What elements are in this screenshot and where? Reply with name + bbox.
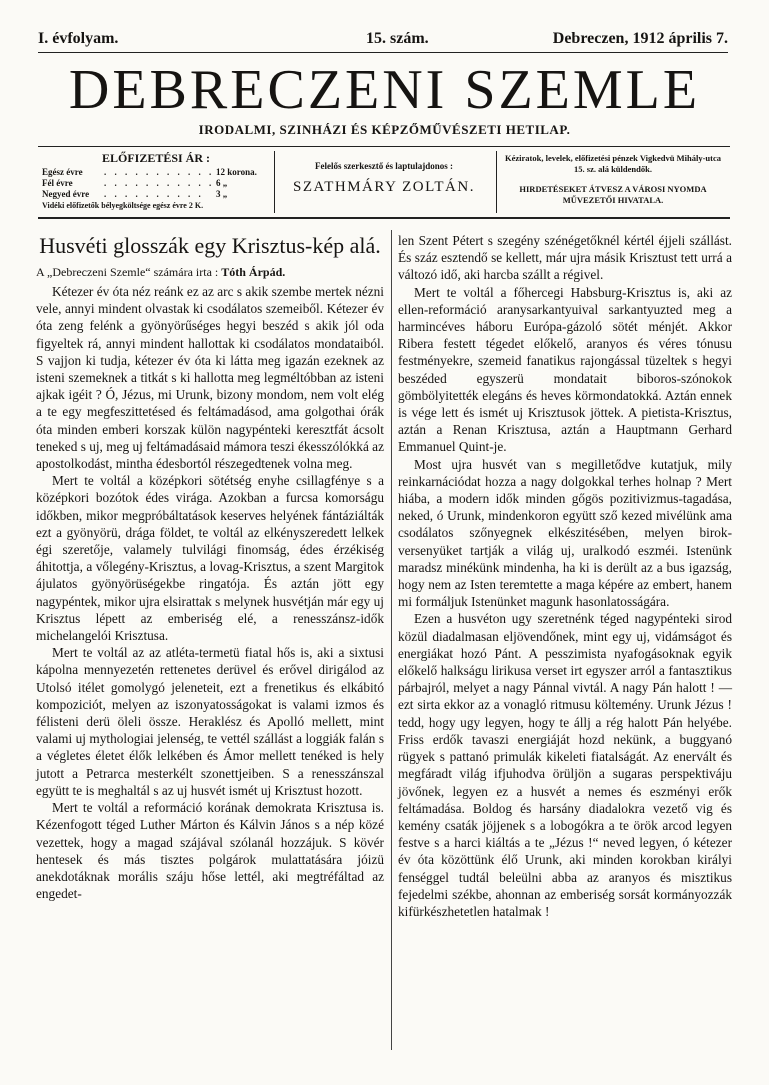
editor-label: Felelős szerkesztő és laptulajdonos : <box>315 161 453 171</box>
box-divider <box>496 151 497 213</box>
box-divider <box>274 151 275 213</box>
contact-block <box>500 153 726 205</box>
postage-note: Vidéki előfizetők bélyegköltsége egész évre 2 K. <box>42 201 204 210</box>
article-title: Husvéti glosszák egy Krisztus-kép alá. <box>39 233 381 258</box>
paragraph: Kétezer év óta néz reánk ez az arc s akik szembe mertek nézni vele, annyi mindent olvastak ki csodálatos szemeiből. Kétezer év óta zeng felénk a gyönyörűséges hegyi beszéd s akik jól oda figyeltek rá, annyi mindent hallottak ki csodálatos mondataiból. S vajjon ki tudja, kétezer év óta ki látta meg igazán ezeknek az isteni szemeknek a titkát s ki hallotta meg legméltóbban az isteni ajkak igéit ? Ó, Jézus, mi Urunk, bizony mondom, nem volt elég a te egy megfeszittetésed és feltámadásod, ama golgothai órák óta minden emberi korszak külön nagypénteki keresztfát ácsolt teneked s uj, meg uj feltámadásaid mámora teszi ékesszólókká az apostolkodást, mintha édesbortól részegedtenek volna meg. <box>36 284 384 472</box>
paragraph: Mert te voltál a középkori sötétség enyhe csillagfénye s a középkori bozótok édes virága. Azokban a furcsa komorságu időkben, mikor megpróbáltatások keserves helyének fántáziálták ezt a gyönyörü, drága földet, te voltál az elkényszeredett lelkek égi szeretője, valamely tulvilági finomság, édes érzékiség áhitottja, a vőlegény-Krisztus, a lovag-Krisztus, a szent Margitok ájulatos gyönyörüségekbe ringatója. És aztán jött egy nagypéntek, mikor ujra elsirattak s melynek husvétján már egy uj Krisztus lépett az emberiség elé, a renesszánsz-idők michelangelói Krisztusa. <box>36 473 384 644</box>
editor-block <box>278 161 490 196</box>
article-column-left <box>36 230 384 902</box>
manuscript-address: Kéziratok, levelek, előfizetési pénzek Vigkedvü Mihály-utca 15. sz. alá küldendők. <box>504 153 721 174</box>
price-row: Egész évre . . . . . . . . . . . 12 korona. <box>42 167 257 177</box>
advertising-note: HIRDETÉSEKET ÁTVESZ A VÁROSI NYOMDA MŰVEZETŐI HIVATALA. <box>519 184 707 205</box>
volume-label: I. évfolyam. <box>38 30 119 47</box>
issue-info-line <box>38 30 728 53</box>
paragraph: Mert te voltál a reformáció korának demokrata Krisztusa is. Kézenfogott téged Luther Márton és Kálvin János s a nép közé vezettek, hogy a magad szájával szólanál hozzájuk. S kövér hentesek és más tisztes polgárok mulattatására jóizü anekdotáknak morális száju hőse lettél, aki megtréfáltad az engedet- <box>36 800 384 902</box>
paragraph: Ezen a husvéton ugy szeretnénk téged nagypénteki sirod közül diadalmasan eljövendőnek, mint egy uj, vidámságot és energiákat hozó Pánt. A pesszimista nyafogásoknak egyik előkelő halkságu lirikusa verset irt egyszer arról a fantasztikus párbajról, melyet a nagy Pánnal vivtál. A nagy Pán halott ! — ezt sirta ekkor az a vonagló ritmusu költemény. Urunk Jézus ! tedd, hogy ugy legyen, hogy te állj a rég halott Pán helyébe. Friss erdők tavaszi energiáját hozd nekünk, a buggyanó rügyek s pattanó primulák kikeleti fiatalságát. Az enervált és megfáradt világ ifjuhodva örüljön a sugaras perspektiváju jövőnek, legyen ez a husvét a nemes és eszményi erők feltámadása. Boldog és harsány diadalokra vezető vig és kemény csaták jöjjenek s a lobogókra a te örök arcod legyen festve s a harci kiáltás a te „Jézus !“ neved legyen, ó kétezer év óta közöttünk élő Urunk, aki minden korokban királyi fenséggel tudtál beleülni abba az aranyos és misztikus fejedelmi székbe, ahonnan az emberiség sorsát kormányozzák kifürkészhetetlen hatalmak ! <box>398 611 732 919</box>
article-column-right <box>398 232 732 920</box>
place-date: Debreczen, 1912 április 7. <box>552 30 728 47</box>
price-row: Negyed évre . . . . . . . . . . 3 „ <box>42 189 228 199</box>
editor-name: SZATHMÁRY ZOLTÁN. <box>293 179 475 195</box>
paragraph: Mert te voltál az az atléta-termetü fiatal hős is, aki a sixtusi kápolna mennyezetén rettenetes derüvel és erővel dirigálod az Utolsó itélet gomolygó jeleneteit, ezt a frenetikus és elkábitó kompoziciót, melyen az iszonyatosságokat is valami izmos és félisteni derü öleli össze. Heraklész és Apolló mellett, mint valami uj mythologiai jelenség, te vettél szállást a loggiák falán s a végletes életet élők lelkében és Ámor mellett tenéked is hely jutott a Petrarca mesterkélt szonettjeiben. S a renesszánszal együtt te is meghaltál s az uj husvét ismét uj Krisztust hozott. <box>36 645 384 798</box>
masthead-subtitle: IRODALMI, SZINHÁZI ÉS KÉPZŐMŰVÉSZETI HETILAP. <box>198 122 571 137</box>
info-box <box>38 146 730 219</box>
issue-number: 15. szám. <box>366 30 429 47</box>
paragraph: len Szent Pétert s szegény szénégetőknél kértél éjjeli szállást. És száz esztendő se kellett, már ujra másik Krisztust tett urrá a változó idő, aki harcba szállt a régivel. <box>398 233 732 283</box>
author-name: Tóth Árpád. <box>221 265 286 279</box>
masthead: DEBRECZENI SZEMLE <box>68 59 701 121</box>
subscription-prices <box>42 151 270 212</box>
paragraph: Most ujra husvét van s megilletődve kutatjuk, mily reinkarnációdat hozza a nagy dolgokkal terhes holnap ? Mert hiába, a modern idők minden gőgös pozitivizmus-tagadása, neked, ó Urunk, mindenkoron együtt sző kezed mivélünk ama csodálatos szőnyegnek elkészitésében, melyen birok-versenyüket tartják a világ uj, uralkodó eszméi. Istenünk maradsz minékünk mindenha, ha ki is derült az a bus igazság, hogy nem az Isten teremtette a maga képére az embert, hanem mi formáljuk Istenünket magunk hasonlatosságára. <box>398 456 732 610</box>
price-row: Fél évre . . . . . . . . . . . 6 „ <box>42 178 228 188</box>
column-rule <box>391 230 392 1050</box>
article-byline: A „Debreczeni Szemle“ számára irta : Tóth Árpád. <box>36 265 286 279</box>
subscription-heading: ELŐFIZETÉSI ÁR : <box>101 151 211 165</box>
paragraph: Mert te voltál a főhercegi Habsburg-Krisztus is, aki az ellen-reformáció aranysarkantyuival sarkantyuzted meg a harmincéves háboru Európa-gázoló sötét ménjét. Akkor Ribera festett tégedet előkelő, aranyos és véres tónusu festményekre, szemeid fanatikus rajongással tüzeltek s hegyi beszéded egyszerü mondatait biboros-szónokok gömbölyitették elegáns és heves körmondatokká. Aztán ennek is vége lett és ismét uj Krisztusok jöttek. A pietista-Krisztus, aztán a Renan Krisztusa, aztán a Hauptmann Gerhard Emmanuel Quint-je. <box>398 284 732 455</box>
